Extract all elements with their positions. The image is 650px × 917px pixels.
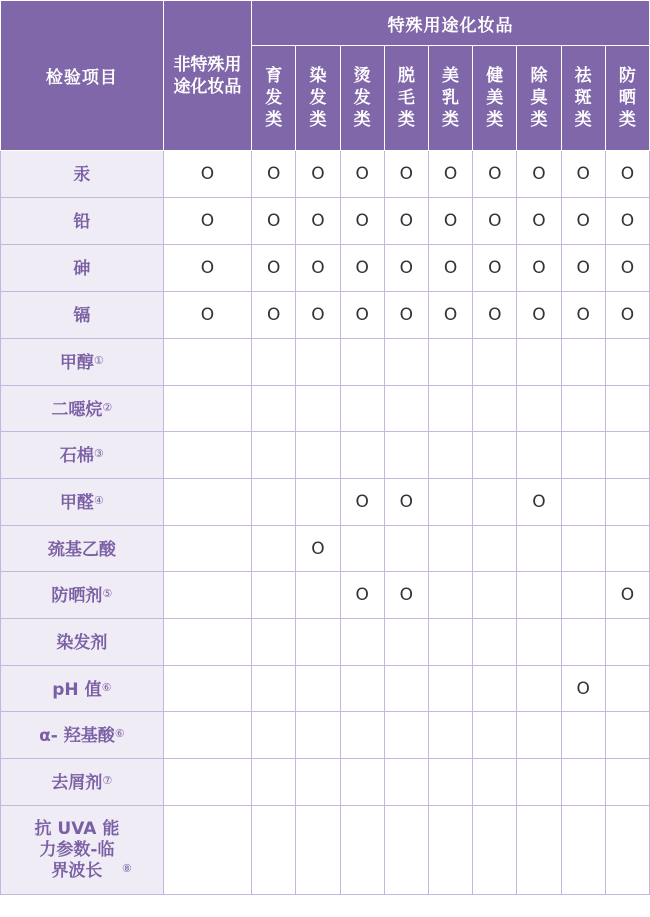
table-row (1, 339, 650, 386)
table-row (1, 619, 650, 666)
special-mark-cell (473, 572, 517, 619)
special-mark-cell (605, 386, 649, 432)
category-header (561, 46, 605, 151)
special-mark-cell (428, 619, 472, 666)
category-label: 脱毛类 (397, 66, 415, 130)
test-required-mark: O (532, 164, 546, 184)
special-mark-cell (561, 432, 605, 479)
non-special-mark-cell (163, 198, 251, 245)
test-required-mark: O (620, 585, 635, 605)
footnote-marker: ⑦ (102, 774, 113, 787)
special-mark-cell (340, 806, 384, 895)
special-mark-cell (605, 245, 649, 292)
special-mark-cell (561, 292, 605, 339)
item-name-cell (1, 526, 164, 572)
special-mark-cell (296, 572, 340, 619)
non-special-mark-cell (163, 619, 251, 666)
special-mark-cell (296, 479, 340, 526)
special-mark-cell (384, 712, 428, 759)
test-required-mark: O (267, 211, 281, 231)
table-row (1, 479, 650, 526)
special-mark-cell (561, 712, 605, 759)
non-special-mark-cell (163, 292, 251, 339)
table-row (1, 806, 650, 895)
special-mark-cell (296, 292, 340, 339)
non-special-mark-cell (163, 759, 251, 806)
category-label: 美乳类 (442, 66, 460, 130)
table-body (1, 151, 650, 895)
category-header (473, 46, 517, 151)
special-mark-cell (252, 386, 296, 432)
special-mark-cell (252, 151, 296, 198)
special-mark-cell (252, 292, 296, 339)
test-required-mark: O (620, 164, 635, 184)
item-name-cell (1, 759, 164, 806)
special-mark-cell (561, 806, 605, 895)
item-name: 二噁烷 (51, 399, 103, 420)
test-required-mark: O (355, 305, 369, 325)
special-mark-cell (340, 245, 384, 292)
special-mark-cell (428, 712, 472, 759)
category-label: 染发类 (309, 66, 327, 130)
special-mark-cell (473, 619, 517, 666)
special-mark-cell (561, 666, 605, 712)
item-name: 砷 (73, 259, 91, 279)
non-special-mark-cell (163, 526, 251, 572)
special-mark-cell (605, 339, 649, 386)
table-row (1, 292, 650, 339)
test-required-mark: O (532, 492, 546, 512)
special-mark-cell (252, 339, 296, 386)
item-name: α- 羟基酸 (39, 726, 115, 746)
special-mark-cell (473, 151, 517, 198)
special-mark-cell (561, 526, 605, 572)
table-row (1, 712, 650, 759)
special-mark-cell (340, 526, 384, 572)
test-required-mark: O (399, 585, 414, 605)
special-mark-cell (605, 479, 649, 526)
test-required-mark: O (311, 164, 325, 184)
table-row (1, 386, 650, 432)
non-special-label: 非特殊用途化妆品 (173, 54, 242, 97)
special-mark-cell (605, 759, 649, 806)
item-name: 石棉 (59, 446, 94, 466)
special-mark-cell (517, 198, 561, 245)
special-mark-cell (473, 479, 517, 526)
special-mark-cell (384, 806, 428, 895)
special-mark-cell (473, 712, 517, 759)
special-mark-cell (561, 198, 605, 245)
special-mark-cell (473, 386, 517, 432)
special-mark-cell (252, 806, 296, 895)
table-row (1, 198, 650, 245)
special-mark-cell (384, 572, 428, 619)
item-name: 镉 (73, 306, 91, 326)
item-name-cell (1, 198, 164, 245)
item-name: 铅 (73, 212, 91, 232)
category-label: 祛斑类 (574, 66, 592, 130)
special-mark-cell (340, 712, 384, 759)
footnote-marker: ② (102, 400, 113, 414)
test-required-mark: O (355, 585, 369, 605)
test-required-mark: O (311, 538, 325, 559)
footnote-marker: ① (93, 354, 104, 367)
item-name-cell (1, 572, 164, 619)
item-name: pH 值 (52, 679, 102, 700)
special-mark-cell (561, 572, 605, 619)
special-mark-cell (561, 386, 605, 432)
special-mark-cell (296, 245, 340, 292)
item-name-cell (1, 479, 164, 526)
special-mark-cell (605, 806, 649, 895)
item-name: 汞 (73, 165, 91, 185)
special-mark-cell (473, 292, 517, 339)
table-row (1, 245, 650, 292)
special-mark-cell (605, 712, 649, 759)
non-special-mark-cell (163, 712, 251, 759)
special-mark-cell (605, 292, 649, 339)
category-label: 健美类 (486, 66, 504, 130)
special-mark-cell (561, 245, 605, 292)
test-required-mark: O (576, 211, 590, 231)
test-required-mark: O (443, 211, 458, 231)
category-header (252, 46, 296, 151)
special-mark-cell (428, 339, 472, 386)
special-mark-cell (384, 619, 428, 666)
footnote-marker: ⑧ (121, 861, 132, 875)
item-name-cell (1, 386, 164, 432)
category-label: 烫发类 (353, 66, 371, 130)
non-special-mark-cell (163, 666, 251, 712)
special-mark-cell (252, 479, 296, 526)
footnote-marker: ⑥ (114, 727, 125, 740)
special-mark-cell (605, 526, 649, 572)
special-mark-cell (428, 806, 472, 895)
test-required-mark: O (399, 211, 414, 231)
special-mark-cell (517, 712, 561, 759)
item-column-header: 检验项目 (1, 1, 164, 151)
table-row (1, 526, 650, 572)
category-header (296, 46, 340, 151)
test-required-mark: O (200, 211, 215, 231)
non-special-mark-cell (163, 479, 251, 526)
special-mark-cell (428, 198, 472, 245)
test-required-mark: O (355, 164, 369, 184)
special-mark-cell (340, 759, 384, 806)
item-name-cell (1, 619, 164, 666)
test-required-mark: O (399, 305, 414, 325)
special-mark-cell (428, 526, 472, 572)
category-header (428, 46, 472, 151)
special-mark-cell (340, 292, 384, 339)
test-required-mark: O (200, 164, 215, 184)
test-required-mark: O (532, 258, 546, 278)
category-header (605, 46, 649, 151)
table-row (1, 666, 650, 712)
special-mark-cell (340, 151, 384, 198)
special-mark-cell (605, 432, 649, 479)
test-required-mark: O (532, 305, 546, 325)
special-mark-cell (428, 292, 472, 339)
footnote-marker: ③ (93, 447, 104, 460)
special-mark-cell (340, 432, 384, 479)
special-mark-cell (517, 151, 561, 198)
special-mark-cell (296, 666, 340, 712)
special-mark-cell (517, 292, 561, 339)
test-required-mark: O (355, 211, 369, 231)
special-mark-cell (517, 806, 561, 895)
test-required-mark: O (576, 258, 590, 278)
test-required-mark: O (399, 164, 414, 184)
special-mark-cell (561, 339, 605, 386)
special-mark-cell (517, 666, 561, 712)
test-required-mark: O (355, 492, 369, 512)
special-mark-cell (428, 759, 472, 806)
special-mark-cell (517, 619, 561, 666)
item-name-cell (1, 806, 164, 895)
special-mark-cell (473, 339, 517, 386)
special-mark-cell (517, 759, 561, 806)
special-mark-cell (296, 339, 340, 386)
category-label: 除臭类 (530, 66, 548, 130)
special-mark-cell (340, 572, 384, 619)
special-mark-cell (384, 526, 428, 572)
special-mark-cell (384, 198, 428, 245)
special-mark-cell (473, 666, 517, 712)
test-required-mark: O (488, 305, 502, 325)
table-row (1, 759, 650, 806)
test-required-mark: O (311, 305, 325, 325)
special-mark-cell (473, 806, 517, 895)
special-mark-cell (517, 245, 561, 292)
special-mark-cell (252, 619, 296, 666)
special-mark-cell (517, 432, 561, 479)
table-row (1, 432, 650, 479)
special-mark-cell (384, 759, 428, 806)
special-mark-cell (605, 151, 649, 198)
special-mark-cell (428, 666, 472, 712)
category-label: 育发类 (265, 66, 283, 130)
special-mark-cell (252, 432, 296, 479)
test-required-mark: O (576, 305, 590, 325)
special-mark-cell (252, 712, 296, 759)
test-required-mark: O (311, 258, 325, 278)
item-name: 抗 UVA 能力参数-临界波长 (34, 818, 120, 881)
non-special-mark-cell (163, 432, 251, 479)
test-required-mark: O (620, 258, 635, 278)
special-mark-cell (428, 245, 472, 292)
non-special-mark-cell (163, 151, 251, 198)
item-name-cell (1, 292, 164, 339)
special-mark-cell (296, 198, 340, 245)
special-mark-cell (252, 198, 296, 245)
item-name-cell (1, 245, 164, 292)
special-mark-cell (473, 526, 517, 572)
item-name-cell (1, 666, 164, 712)
special-mark-cell (296, 759, 340, 806)
special-mark-cell (296, 806, 340, 895)
special-mark-cell (384, 386, 428, 432)
special-mark-cell (384, 151, 428, 198)
test-required-mark: O (200, 305, 215, 325)
test-required-mark: O (355, 258, 369, 278)
special-mark-cell (473, 198, 517, 245)
special-mark-cell (296, 526, 340, 572)
special-group-header: 特殊用途化妆品 (252, 1, 650, 46)
test-required-mark: O (267, 164, 281, 184)
item-name: 防晒剂 (51, 586, 103, 606)
test-required-mark: O (267, 258, 281, 278)
special-mark-cell (384, 339, 428, 386)
item-name: 染发剂 (56, 633, 108, 653)
special-mark-cell (340, 619, 384, 666)
category-header (517, 46, 561, 151)
special-mark-cell (473, 245, 517, 292)
special-mark-cell (517, 526, 561, 572)
special-mark-cell (252, 526, 296, 572)
test-required-mark: O (620, 211, 635, 231)
special-mark-cell (428, 572, 472, 619)
item-name: 巯基乙酸 (47, 539, 116, 560)
test-required-mark: O (399, 258, 414, 278)
special-mark-cell (428, 151, 472, 198)
footnote-marker: ⑥ (101, 680, 112, 694)
test-required-mark: O (443, 305, 458, 325)
test-required-mark: O (267, 305, 281, 325)
special-mark-cell (252, 666, 296, 712)
special-mark-cell (340, 479, 384, 526)
special-mark-cell (561, 151, 605, 198)
special-mark-cell (384, 245, 428, 292)
special-mark-cell (517, 339, 561, 386)
non-special-column-header (163, 1, 251, 151)
special-mark-cell (428, 479, 472, 526)
special-mark-cell (296, 151, 340, 198)
special-mark-cell (252, 245, 296, 292)
category-header (384, 46, 428, 151)
special-mark-cell (605, 572, 649, 619)
special-mark-cell (340, 339, 384, 386)
test-required-mark: O (576, 678, 590, 699)
item-name: 去屑剂 (51, 773, 103, 793)
item-name: 甲醛 (59, 493, 94, 513)
special-mark-cell (517, 479, 561, 526)
non-special-mark-cell (163, 339, 251, 386)
test-required-mark: O (488, 258, 502, 278)
special-mark-cell (296, 386, 340, 432)
test-required-mark: O (311, 211, 325, 231)
item-name-cell (1, 339, 164, 386)
table-row (1, 151, 650, 198)
special-mark-cell (384, 292, 428, 339)
special-mark-cell (605, 198, 649, 245)
non-special-mark-cell (163, 386, 251, 432)
special-mark-cell (340, 198, 384, 245)
special-mark-cell (384, 479, 428, 526)
special-mark-cell (428, 386, 472, 432)
special-mark-cell (384, 666, 428, 712)
test-required-mark: O (488, 164, 502, 184)
special-mark-cell (252, 572, 296, 619)
special-mark-cell (473, 432, 517, 479)
special-mark-cell (605, 619, 649, 666)
test-required-mark: O (620, 305, 635, 325)
special-mark-cell (561, 479, 605, 526)
non-special-mark-cell (163, 572, 251, 619)
test-required-mark: O (200, 258, 215, 278)
special-mark-cell (517, 386, 561, 432)
table-row (1, 572, 650, 619)
special-mark-cell (296, 619, 340, 666)
test-required-mark: O (576, 164, 590, 184)
special-mark-cell (517, 572, 561, 619)
item-name: 甲醇 (59, 353, 94, 373)
item-name-cell (1, 151, 164, 198)
special-mark-cell (473, 759, 517, 806)
special-mark-cell (428, 432, 472, 479)
special-mark-cell (340, 666, 384, 712)
category-label: 防晒类 (618, 66, 636, 130)
test-required-mark: O (532, 211, 546, 231)
special-mark-cell (252, 759, 296, 806)
special-mark-cell (296, 712, 340, 759)
special-mark-cell (296, 432, 340, 479)
item-name-cell (1, 712, 164, 759)
non-special-mark-cell (163, 806, 251, 895)
item-name-cell (1, 432, 164, 479)
footnote-marker: ④ (93, 494, 104, 507)
test-required-mark: O (443, 258, 458, 278)
special-mark-cell (561, 759, 605, 806)
special-mark-cell (340, 386, 384, 432)
category-header (340, 46, 384, 151)
test-required-mark: O (443, 164, 458, 184)
test-required-mark: O (488, 211, 502, 231)
non-special-mark-cell (163, 245, 251, 292)
special-mark-cell (605, 666, 649, 712)
test-required-mark: O (399, 492, 414, 512)
footnote-marker: ⑤ (102, 587, 113, 600)
special-mark-cell (561, 619, 605, 666)
special-mark-cell (384, 432, 428, 479)
